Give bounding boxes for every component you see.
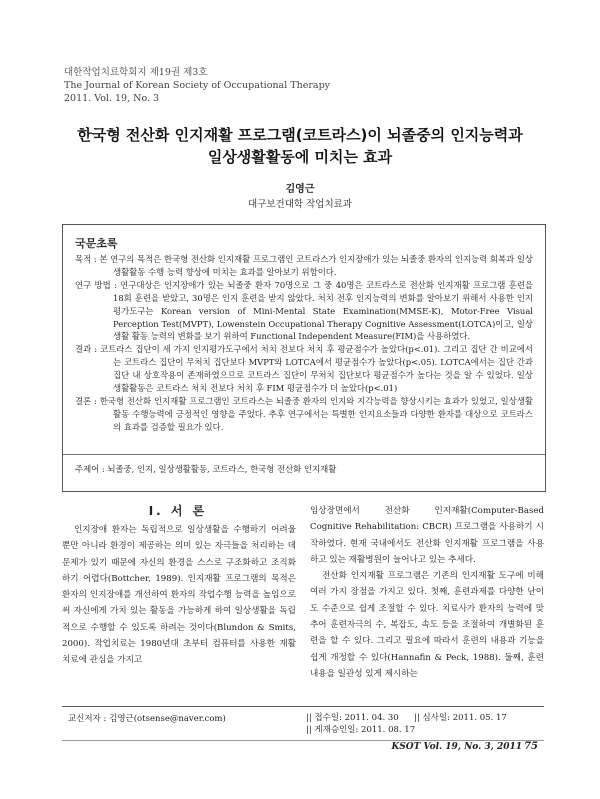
manuscript-dates [306, 712, 507, 736]
intro-paragraph-1-continued: 임상장면에서 전산화 인지재활(Computer-Based Cognitive Rehabilitation: CBCR) 프로그램을 사용하기 시작하였다. 현재 국내에서도 전산화 인지재활 프로그램을 사용하고 있는 재활병원이 늘어나고 있는 추세다. [310, 506, 544, 565]
abstract-result: 결과 : 코트라스 집단이 세 가지 인지평가도구에서 처치 전보다 처치 후 평균점수가 높았다(p<.01). 그리고 집단 간 비교에서는 코트라스 집단이 무처치 집단보다 MVPT와 LOTCA에서 평균점수가 높았다(p<.05). LOTCA에서는 집단 간과 집단 내 상호작용이 존재하였으므로 코트라스 집단이 무처치 집단보다 평균점수가 높다는 것을 알 수 있었다. 일상생활활동은 코트라스 처치 전보다 처치 후 FIM 평균점수가 더 높았다(p<.01) [75, 344, 533, 394]
journal-korean-name: 대한작업치료학회지 제19권 제3호 [64, 67, 208, 78]
footer-journal: KSOT Vol. 19, No. 3, 2011 [391, 742, 522, 752]
paper-title [0, 124, 600, 168]
intro-paragraph-1: 인지장애 환자는 독립적으로 일상생활을 수행하기 어려울 뿐만 아니라 환경이 제공하는 의미 있는 자극들을 처리하는 데 문제가 있기 때문에 자신의 환경을 스스로 구조화하고 조직화하기 어렵다(Bottcher, 1989). 인지재활 프로그램의 목적은 환자의 인지장애를 개선하여 환자의 작업수행 능력을 높임으로써 자신에게 가치 있는 활동을 가능하게 하여 일상생활을 독립적으로 수행할 수 있도록 하려는 것이다(Blundon & Smits, 2000). 작업치료는 1980년대 초부터 컴퓨터를 사용한 재활 치료에 관심을 가지고 [62, 525, 296, 666]
corresponding-author: 교신저자 : 김영근(otsense@naver.com) [68, 714, 226, 724]
abstract-method: 연구 방법 : 연구대상은 인지장애가 있는 뇌졸중 환자 70명으로 그 중 40명은 코트라스로 전산화 인지재활 프로그램 훈련을 18회 훈련을 받았고, 30명은 인지 훈련을 받지 않았다. 처치 전후 인지능력의 변화를 알아보기 위해서 사용한 인지평가도구는 Korean version of Mini-Mental State Examination(MMSE-K), Motor-Free Visual Perception Test(MVPT), Lowenstein Occupational Therapy Cognitive Assessment(LOTCA)이고, 일상생활 활동 능력의 변화를 보기 위하여 Functional Independent Measure(FIM)을 사용하였다. [75, 279, 533, 342]
intro-paragraph-2: 전산화 인지재활 프로그램은 기존의 인지재활 도구에 비해 여러 가지 장점을 가지고 있다. 첫째, 훈련과제를 다양한 난이도 수준으로 쉽게 조절할 수 있다. 치료사가 환자의 능력에 맞추어 훈련자극의 수, 복잡도, 속도 등을 조절하여 개별화된 훈련을 할 수 있다. 그리고 필요에 따라서 훈련의 내용과 기능을 쉽게 개정할 수 있다(Hannafin & Peck, 1988). 둘째, 훈련내용을 일관성 있게 제시하는 [310, 571, 544, 679]
section-heading-introduction: Ⅰ. 서 론 [148, 504, 208, 518]
author-name: 김영근 [285, 184, 315, 195]
abstract-divider [63, 454, 545, 455]
keywords: 주제어 : 뇌졸중, 인지, 일상생활활동, 코트라스, 한국형 전산화 인지재활 [75, 464, 337, 474]
journal-info [64, 66, 330, 105]
received-date: || 접수일: 2011. 04. 30 [306, 713, 399, 723]
journal-volume: 2011. Vol. 19, No. 3 [64, 93, 160, 104]
abstract-conclusion: 결론 : 한국형 전산화 인지재활 프로그램인 코트라스는 뇌졸중 환자의 인지와 지각능력을 향상시키는 효과가 있었고, 일상생활활동 수행능력에 긍정적인 영향을 주었다. 추후 연구에서는 특별한 인지요소들과 다양한 환자를 대상으로 코트라스의 효과를 검증할 필요가 있다. [75, 395, 533, 432]
body-column-left [62, 522, 296, 669]
journal-english-name: The Journal of Korean Society of Occupational Therapy [64, 80, 331, 91]
page-number: 75 [524, 741, 538, 752]
abstract-body [75, 253, 533, 434]
reviewed-date: || 심사일: 2011. 05. 17 [414, 713, 507, 723]
abstract-objective: 목적 : 본 연구의 목적은 한국형 전산화 인지재활 프로그램인 코트라스가 인지장애가 있는 뇌졸중 환자의 인지능력 회복과 일상생활활동 수행 능력 향상에 미치는 효과를 알아보기 위함이다. [75, 254, 534, 277]
author-affiliation: 대구보건대학 작업치료과 [248, 199, 352, 210]
footnote-divider [62, 706, 544, 707]
accepted-date: || 게재승인일: 2011. 08. 17 [306, 725, 416, 735]
abstract-heading: 국문초록 [75, 237, 118, 250]
title-line-1: 한국형 전산화 인지재활 프로그램(코트라스)이 뇌졸중의 인지능력과 [77, 126, 523, 144]
title-line-2: 일상생활활동에 미치는 효과 [207, 148, 393, 166]
abstract-box [62, 224, 546, 492]
body-column-right [310, 503, 544, 682]
footer-divider [62, 740, 544, 741]
